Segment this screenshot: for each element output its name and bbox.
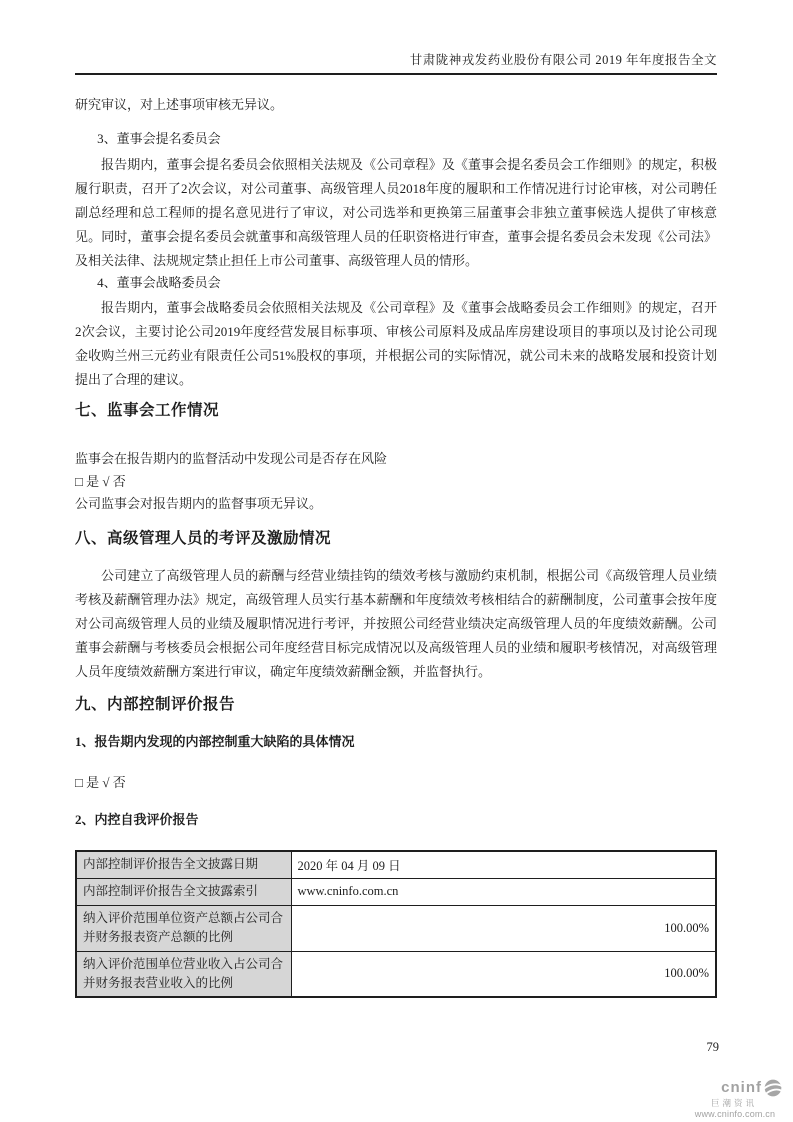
table-row-value: 100.00% — [291, 905, 716, 951]
table-row-label: 纳入评价范围单位资产总额占公司合并财务报表资产总额的比例 — [76, 905, 291, 951]
table-row-value: 2020 年 04 月 09 日 — [291, 851, 716, 878]
heading-executive-appraisal: 八、高级管理人员的考评及激励情况 — [75, 529, 332, 547]
table-row — [76, 878, 716, 905]
table-row — [76, 851, 716, 878]
cninfo-watermark — [685, 1078, 785, 1120]
table-row-value: 100.00% — [291, 951, 716, 997]
cninfo-swirl-icon — [763, 1078, 783, 1098]
supervisory-conclusion: 公司监事会对报告期内的监督事项无异议。 — [75, 496, 323, 511]
page-content — [75, 92, 717, 998]
page-number: 79 — [706, 1040, 719, 1054]
table-row-value: www.cninfo.com.cn — [291, 878, 716, 905]
heading-nomination-committee: 3、董事会提名委员会 — [97, 131, 221, 146]
cninfo-url: www.cninfo.com.cn — [694, 1109, 776, 1120]
heading-internal-control-defects: 1、报告期内发现的内部控制重大缺陷的具体情况 — [75, 733, 355, 749]
intro-line: 研究审议，对上述事项审核无异议。 — [75, 97, 284, 112]
supervisory-risk-question: 监事会在报告期内的监督活动中发现公司是否存在风险 — [75, 451, 388, 466]
nomination-committee-paragraph: 报告期内，董事会提名委员会依照相关法规及《公司章程》及《董事会提名委员会工作细则》的规定，积极履行职责，召开了2次会议，对公司董事、高级管理人员2018年度的履职和工作情况进行讨论审核，对公司聘任副总经理和总工程师的提名意见进行了审议，对公司选举和更换第三届董事会非独立董事候选人提供了审核意见。同时，董事会提名委员会就董事和高级管理人员的任职资格进行审查，董事会提名委员会未发现《公司法》及相关法律、法规规定禁止担任上市公司董事、高级管理人员的情形。 — [75, 157, 717, 268]
heading-self-evaluation-report: 2、内控自我评价报告 — [75, 812, 199, 827]
cninfo-subtitle: 巨潮资讯 — [711, 1098, 758, 1108]
heading-strategy-committee: 4、董事会战略委员会 — [97, 275, 221, 290]
executive-appraisal-paragraph: 公司建立了高级管理人员的薪酬与经营业绩挂钩的绩效考核与激励约束机制，根据公司《高级管理人员业绩考核及薪酬管理办法》规定，高级管理人员实行基本薪酬和年度绩效考核相结合的薪酬制度，公司董事会按年度对公司高级管理人员的业绩及履职情况进行考评，并按照公司经营业绩决定高级管理人员的年度绩效薪酬。公司董事会薪酬与考核委员会根据公司年度经营目标完成情况以及高级管理人员的业绩和履职考核情况，对高级管理人员年度绩效薪酬方案进行审议，确定年度绩效薪酬金额，并监督执行。 — [75, 567, 717, 679]
table-row-label: 内部控制评价报告全文披露索引 — [76, 878, 291, 905]
supervisory-checkbox-line: □ 是 √ 否 — [75, 473, 126, 489]
cninfo-brand-text: cninf — [721, 1078, 762, 1096]
heading-supervisory-board: 七、监事会工作情况 — [75, 402, 220, 419]
heading-internal-control: 九、内部控制评价报告 — [75, 695, 236, 713]
internal-control-checkbox-line: □ 是 √ 否 — [75, 774, 126, 790]
table-row-label: 纳入评价范围单位营业收入占公司合并财务报表营业收入的比例 — [76, 951, 291, 997]
table-row — [76, 905, 716, 951]
internal-control-table — [75, 850, 717, 998]
page-header-title: 甘肃陇神戎发药业股份有限公司 2019 年年度报告全文 — [75, 52, 717, 75]
strategy-committee-paragraph: 报告期内，董事会战略委员会依照相关法规及《公司章程》及《董事会战略委员会工作细则》的规定，召开2次会议，主要讨论公司2019年度经营发展目标事项、审核公司原料及成品库房建设项目的事项以及讨论公司现金收购兰州三元药业有限责任公司51%股权的事项，并根据公司的实际情况，就公司未来的战略发展和投资计划提出了合理的建议。 — [75, 300, 717, 387]
table-row — [76, 951, 716, 997]
table-row-label: 内部控制评价报告全文披露日期 — [76, 851, 291, 878]
